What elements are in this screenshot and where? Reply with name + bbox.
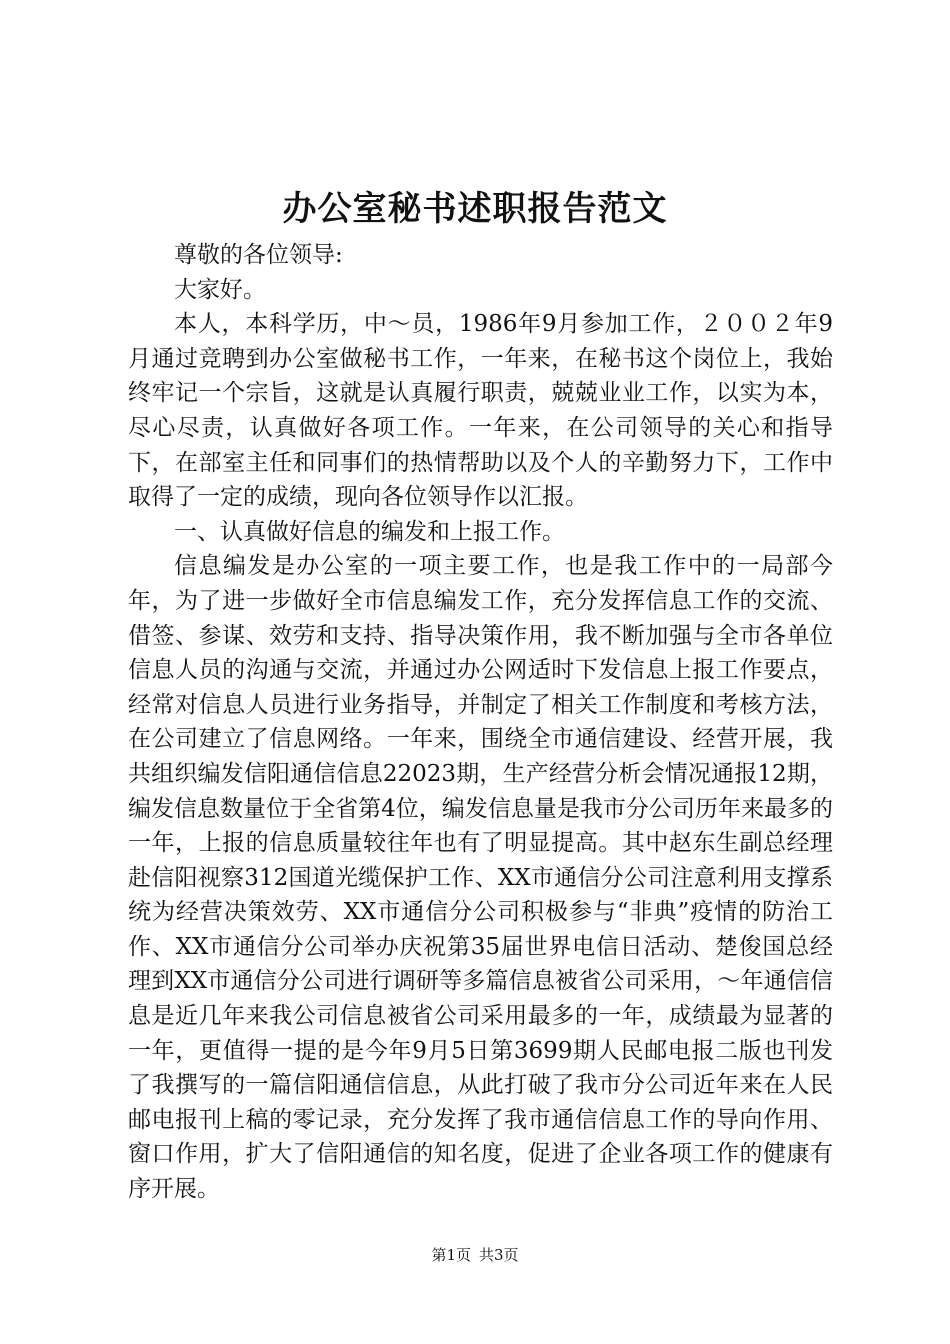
intro-paragraph: 本人，本科学历，中～员，1986年9月参加工作，２００２年9月通过竞聘到办公室做秘书工作，一年来，在秘书这个岗位上，我始终牢记一个宗旨，这就是认真履行职责，兢兢业业工作，以实为本，尽心尽责，认真做好各项工作。一年来，在公司领导的关心和指导下，在部室主任和同事们的热情帮助以及个人的辛勤努力下，工作中取得了一定的成绩，现向各位领导作以汇报。 (128, 311, 833, 511)
page-footer (0, 1245, 950, 1265)
greeting: 大家好。 (174, 276, 266, 303)
section-heading: 一、认真做好信息的编发和上报工作。 (174, 518, 565, 545)
document-body (128, 238, 833, 1207)
section-paragraph: 信息编发是办公室的一项主要工作，也是我工作中的一局部今年，为了进一步做好全市信息编发工作，充分发挥信息工作的交流、借签、参谋、效劳和支持、指导决策作用，我不断加强与全市各单位信息人员的沟通与交流，并通过办公网适时下发信息上报工作要点，经常对信息人员进行业务指导，并制定了相关工作制度和考核方法，在公司建立了信息网络。一年来，围绕全市通信建设、经营开展，我共组织编发信阳通信信息22023期，生产经营分析会情况通报12期，编发信息数量位于全省第4位，编发信息量是我市分公司历年来最多的一年，上报的信息质量较往年也有了明显提高。其中赵东生副总经理赴信阳视察312国道光缆保护工作、XX市通信分公司注意利用支撑系统为经营决策效劳、XX市通信分公司积极参与“非典”疫情的防治工作、XX市通信分公司举办庆祝第35届世界电信日活动、楚俊国总经理到XX市通信分公司进行调研等多篇信息被省公司采用，～年通信信息是近几年来我公司信息被省公司采用最多的一年，成绩最为显著的一年，更值得一提的是今年9月5日第3699期人民邮电报二版也刊发了我撰写的一篇信阳通信信息，从此打破了我市分公司近年来在人民邮电报刊上稿的零记录，充分发挥了我市通信信息工作的导向作用、窗口作用，扩大了信阳通信的知名度，促进了企业各项工作的健康有序开展。 (128, 553, 833, 1203)
page-count: 共3页 (479, 1246, 519, 1264)
document-title: 办公室秘书述职报告范文 (282, 189, 668, 229)
salutation: 尊敬的各位领导: (174, 242, 343, 268)
page-number: 第1页 (431, 1246, 471, 1264)
